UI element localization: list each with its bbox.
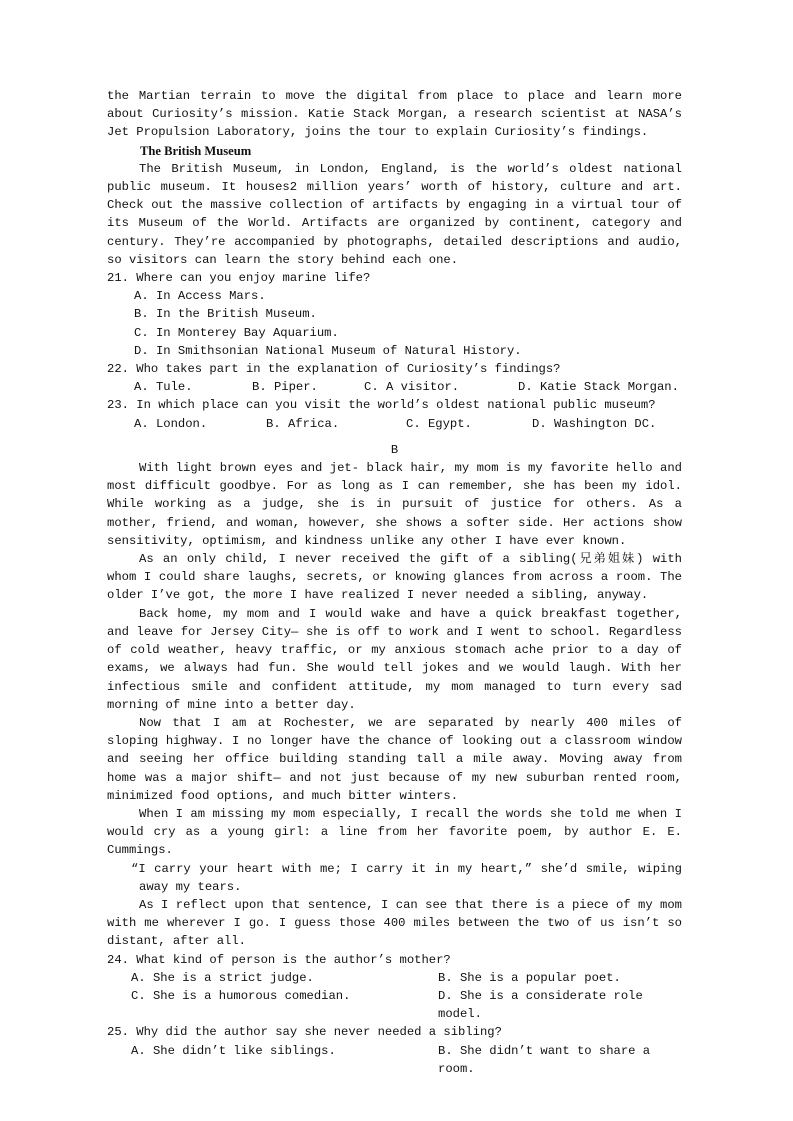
- option-24-a: A. She is a strict judge.: [131, 970, 314, 985]
- paragraph-b-3: Back home, my mom and I would wake and have a quick breakfast together, and leave for Jersey City— she is off to work and I went to school. Regardless of cold weather, heavy traffic, or my anxious stomach ache prior to a day of exams, we always had fun. She would tell jokes and we would laugh. With her infectious smile and confident attitude, my mom managed to turn every sad morning of mine into a better day.: [107, 606, 682, 712]
- option-23-c: C. Egypt.: [406, 416, 472, 431]
- option-24-b: B. She is a popular poet.: [438, 970, 621, 985]
- paragraph-martian-tour: the Martian terrain to move the digital from place to place and learn more about Curiosity’s mission. Katie Stack Morgan, a research scientist at NASA’s Jet Propulsion Laboratory, joins the tour to explain Curiosity’s findings.: [107, 89, 682, 140]
- document-page: [107, 87, 682, 1078]
- question-24: 24. What kind of person is the author’s mother?: [107, 952, 451, 967]
- question-21: 21. Where can you enjoy marine life?: [107, 271, 371, 286]
- option-21-c: C. In Monterey Bay Aquarium.: [134, 325, 339, 340]
- question-25: 25. Why did the author say she never needed a sibling?: [107, 1025, 502, 1040]
- option-24-d: D. She is a considerate role model.: [438, 988, 643, 1022]
- options-24-row-1: [131, 969, 682, 987]
- paragraph-b-5: When I am missing my mom especially, I recall the words she told me when I would cry as a young girl: a line from her favorite poem, by author E. E. Cummings.: [107, 806, 682, 858]
- paragraph-b-closing: As I reflect upon that sentence, I can see that there is a piece of my mom with me wherever I go. I guess those 400 miles between the two of us isn’t so distant, after all.: [107, 897, 682, 949]
- question-22: 22. Who takes part in the explanation of Curiosity’s findings?: [107, 362, 561, 377]
- option-25-a: A. She didn’t like siblings.: [131, 1043, 336, 1058]
- paragraph-british-museum: The British Museum, in London, England, is the world’s oldest national public museum. It houses2 million years’ worth of history, culture and art. Check out the massive collection of artifacts by engaging in a virtual tour of its Museum of the World. Artifacts are organized by continent, category and century. They’re accompanied by photographs, detailed descriptions and audio, so visitors can learn the story behind each one.: [107, 161, 682, 267]
- options-25-row-1: [131, 1042, 682, 1078]
- options-24-row-2: [131, 987, 682, 1023]
- options-22: [134, 378, 682, 396]
- paragraph-b-2: As an only child, I never received the gift of a sibling(兄弟姐妹) with whom I could share laughs, secrets, or knowing glances from across a room. The older I’ve got, the more I have realized I never needed a sibling, anyway.: [107, 552, 682, 603]
- option-21-b: B. In the British Museum.: [134, 307, 317, 322]
- section-b-label: B: [390, 442, 399, 457]
- option-23-b: B. Africa.: [266, 416, 340, 431]
- option-22-a: A. Tule.: [134, 380, 193, 395]
- paragraph-b-1: With light brown eyes and jet- black hair, my mom is my favorite hello and most difficult goodbye. For as long as I can remember, she has been my idol. While working as a judge, she is in pursuit of justice for others. As a mother, friend, and woman, however, she shows a softer side. Her actions show sensitivity, optimism, and kindness unlike any other I have ever known.: [107, 461, 682, 548]
- options-23: [134, 415, 682, 433]
- option-23-d: D. Washington DC.: [532, 416, 657, 431]
- option-22-c: C. A visitor.: [364, 380, 460, 395]
- poem-quote: “I carry your heart with me; I carry it in my heart,” she’d smile, wiping away my tears.: [131, 861, 682, 894]
- option-21-a: A. In Access Mars.: [134, 289, 266, 304]
- option-22-b: B. Piper.: [252, 380, 318, 395]
- heading-british-museum: The British Museum: [140, 143, 252, 158]
- option-21-d: D. In Smithsonian National Museum of Natural History.: [134, 343, 522, 358]
- option-24-c: C. She is a humorous comedian.: [131, 988, 351, 1003]
- option-25-b: B. She didn’t want to share a room.: [438, 1043, 651, 1076]
- question-23: 23. In which place can you visit the world’s oldest national public museum?: [107, 398, 656, 413]
- paragraph-b-4: Now that I am at Rochester, we are separated by nearly 400 miles of sloping highway. I no longer have the chance of looking out a classroom window and seeing her office building standing tall a mile away. Moving away from home was a major shift— and not just because of my new suburban rented room, minimized food options, and much bitter winters.: [107, 715, 682, 803]
- option-23-a: A. London.: [134, 416, 208, 431]
- option-22-d: D. Katie Stack Morgan.: [518, 380, 679, 395]
